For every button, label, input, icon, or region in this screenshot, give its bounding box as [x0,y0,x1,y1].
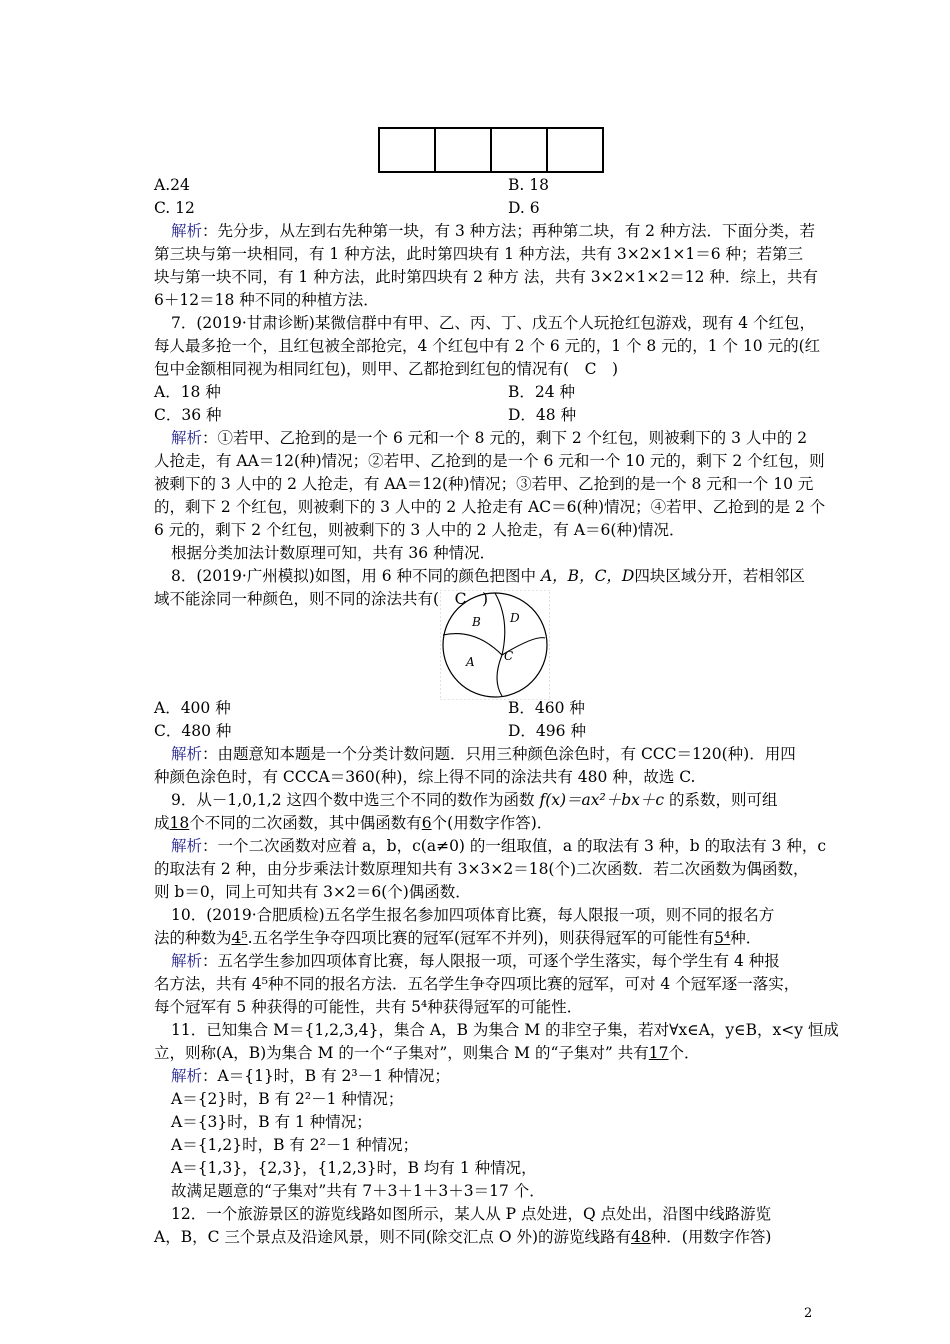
figure-frame [440,590,550,700]
box-3 [490,127,548,173]
q8-option-d: D．496 种 [508,722,586,740]
jiexi-label: 解析 [171,952,203,970]
q8-stem: 域不能涂同一种颜色，则不同的涂法共有( C ) [154,590,488,608]
q11-stem: 11．已知集合 M＝{1,2,3,4}，集合 A，B 为集合 M 的非空子集，若对∀x∈A，y∈B，x<y 恒成 [171,1021,839,1039]
q6-solution-line: 6＋12＝18 种不同的种植方法． [154,291,379,309]
region-label-b: B [472,615,481,629]
q9-solution-line: 的取法有 2 种，由分步乘法计数原理知共有 3×3×2＝18(个)二次函数．若二次函数为偶函数， [154,860,809,878]
q8-solution-line: 解析：由题意知本题是一个分类计数问题．只用三种颜色涂色时，有 CCC＝120(种)．用四 [171,745,796,763]
q11-solution-line: 解析：A＝{1}时，B 有 2³－1 种情况； [171,1067,450,1085]
outer-circle [443,593,547,697]
q11-solution-line: A＝{2}时，B 有 2²－1 种情况； [171,1090,404,1108]
q12-answer: 48 [631,1228,651,1246]
box-4 [546,127,604,173]
box-2 [434,127,492,173]
q10-solution-line: 每个冠军有 5 种获得的可能性，共有 5⁴种获得冠军的可能性． [154,998,583,1016]
q7-stem: 7．(2019·甘肃诊断)某微信群中有甲、乙、丙、丁、戊五个人玩抢红包游戏，现有 4 个红包， [171,314,816,332]
q7-stem: 每人最多抢一个，且红包被全部抢完，4 个红包中有 2 个 6 元的，1 个 8 元的，1 个 10 元的(红 [154,337,821,355]
q7-solution-line: 6 元的，剩下 2 个红包，则被剩下的 3 人中的 2 人抢走，有 A＝6(种)情况． [154,521,685,539]
q11-solution-line: 故满足题意的“子集对”共有 7＋3＋1＋3＋3＝17 个． [171,1182,545,1200]
q9-stem: 9．从－1,0,1,2 这四个数中选三个不同的数作为函数 f(x)＝ax²＋bx＋c 的系数，则可组 [171,791,778,809]
jiexi-label: 解析 [171,745,203,763]
q10-answer-2: 5⁴ [714,929,731,947]
q6-option-b: B. 18 [508,176,549,194]
q6-option-d: D. 6 [508,199,540,217]
q11-stem: 立，则称(A，B)为集合 M 的一个“子集对”，则集合 M 的“子集对” 共有17个． [154,1044,700,1062]
q10-solution-line: 名方法，共有 4⁵种不同的报名方法．五名学生争夺四项比赛的冠军，可对 4 个冠军逐一落实， [154,975,800,993]
region-circle-figure [440,590,550,700]
q9-stem: 成18个不同的二次函数，其中偶函数有6个(用数字作答)． [154,814,553,832]
q10-stem: 法的种数为4⁵.五名学生争夺四项比赛的冠军(冠军不并列)，则获得冠军的可能性有5⁴种． [154,929,762,947]
q7-answer: C [584,360,597,378]
q10-solution-line: 解析：五名学生参加四项体育比赛，每人限报一项，可逐个学生落实，每个学生有 4 种报 [171,952,780,970]
q7-option-a: A．18 种 [154,383,221,401]
region-border [497,655,502,696]
q6-solution-line: 块与第一块不同，有 1 种方法，此时第四块有 2 种方 法，共有 3×2×1×2＝12 种．综上，共有 [154,268,818,286]
region-label-a: A [466,655,475,669]
page-number: 2 [804,1306,813,1321]
planting-boxes-figure [380,127,604,173]
q7-solution-line: 的，剩下 2 个红包，则被剩下的 3 人中的 2 人抢走有 AC＝6(种)情况；④若甲、乙抢到的是 2 个 [154,498,826,516]
jiexi-label: 解析 [171,1067,203,1085]
region-border [443,634,502,655]
q10-answer-1: 4⁵ [231,929,248,947]
q6-solution-line: 解析：先分步，从左到右先种第一块，有 3 种方法；再种第二块，有 2 种方法．下面分类，若 [171,222,815,240]
q7-option-c: C．36 种 [154,406,222,424]
region-label-d: D [510,611,520,625]
q6-solution-line: 第三块与第一块相同，有 1 种方法，此时第四块有 1 种方法，共有 3×2×1×1＝6 种；若第三 [154,245,804,263]
jiexi-label: 解析 [171,837,203,855]
q7-solution-line: 人抢走，有 AA＝12(种)情况；②若甲、乙抢到的是一个 6 元和一个 10 元的，剩下 2 个红包，则 [154,452,825,470]
q7-solution-line: 被剩下的 3 人中的 2 人抢走，有 AA＝12(种)情况；③若甲、乙抢到的是一个 8 元和一个 10 元 [154,475,814,493]
q11-solution-line: A＝{1,3}，{2,3}，{1,2,3}时，B 均有 1 种情况， [171,1159,537,1177]
region-label-c: C [504,649,514,663]
q12-stem: 12．一个旅游景区的游览线路如图所示，某人从 P 点处进，Q 点处出，沿图中线路游览 [171,1205,772,1223]
q12-stem: A，B，C 三个景点及沿途风景，则不同(除交汇点 O 外)的游览线路有48种．(用数字作答) [154,1228,772,1246]
q8-solution-line: 种颜色涂色时，有 CCCA＝360(种)，综上得不同的涂法共有 480 种，故选 C. [154,768,696,786]
jiexi-label: 解析 [171,222,203,240]
region-border [495,593,505,655]
q9-solution-line: 则 b＝0，同上可知共有 3×2＝6(个)偶函数． [154,883,471,901]
q10-stem: 10．(2019·合肥质检)五名学生报名参加四项体育比赛，每人限报一项，则不同的报名方 [171,906,775,924]
jiexi-label: 解析 [171,429,203,447]
box-1 [378,127,436,173]
q11-solution-line: A＝{1,2}时，B 有 2²－1 种情况； [171,1136,419,1154]
q8-answer: C [454,590,467,608]
q7-solution-line: 解析：①若甲、乙抢到的是一个 6 元和一个 8 元的，剩下 2 个红包，则被剩下的 3 人中的 2 [171,429,808,447]
q7-option-b: B．24 种 [508,383,576,401]
q7-option-d: D．48 种 [508,406,577,424]
q7-stem: 包中金额相同视为相同红包)，则甲、乙都抢到红包的情况有( C ) [154,360,619,378]
q11-answer: 17 [648,1044,669,1062]
q6-option-a: A.24 [154,176,190,194]
q8-stem: 8．(2019·广州模拟)如图，用 6 种不同的颜色把图中 A，B，C，D四块区域分开，若相邻区 [171,567,805,585]
q7-solution-line: 根据分类加法计数原理可知，共有 36 种情况． [171,544,496,562]
q11-solution-line: A＝{3}时，B 有 1 种情况； [171,1113,372,1131]
q8-option-a: A．400 种 [154,699,231,717]
q9-answer-1: 18 [169,814,190,832]
q6-option-c: C. 12 [154,199,195,217]
q8-option-c: C．480 种 [154,722,232,740]
q9-solution-line: 解析：一个二次函数对应着 a，b，c(a≠0) 的一组取值，a 的取法有 3 种，b 的取法有 3 种，c [171,837,827,855]
q9-answer-2: 6 [421,814,432,832]
q8-option-b: B．460 种 [508,699,585,717]
